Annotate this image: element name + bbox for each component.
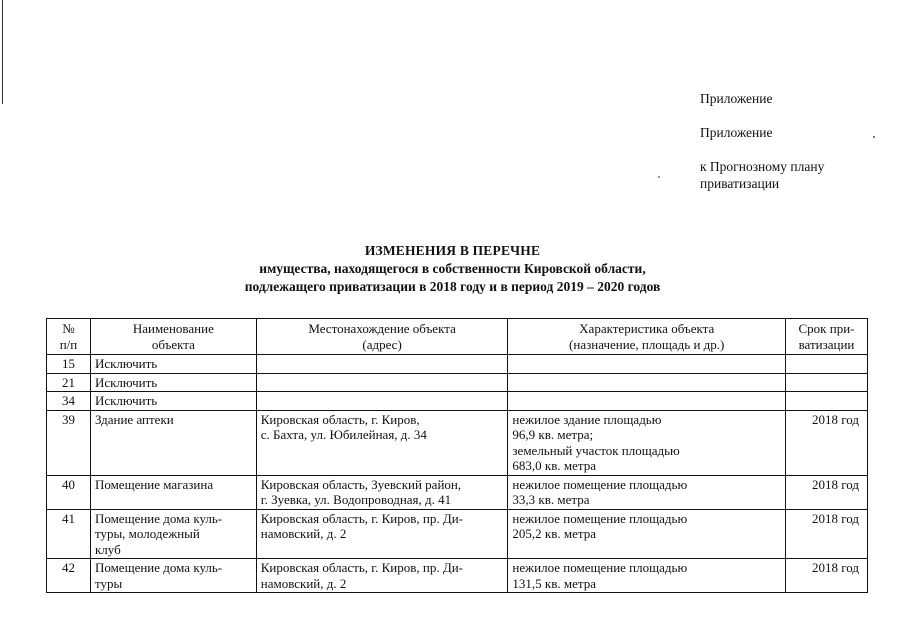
cell-term xyxy=(786,373,868,392)
cell-address xyxy=(256,559,508,593)
cell-object-name xyxy=(90,410,256,475)
cell-address-line: намовский, д. 2 xyxy=(260,575,347,591)
cell-object-name-line: туры xyxy=(94,575,123,591)
cell-address xyxy=(256,373,508,392)
header-line: ватизации xyxy=(798,336,855,352)
cell-address xyxy=(256,392,508,411)
header-line: № xyxy=(62,321,75,336)
cell-description xyxy=(508,355,786,374)
cell-description xyxy=(508,373,786,392)
cell-object-name xyxy=(90,475,256,509)
header-term xyxy=(786,319,868,355)
cell-term: 2018 год xyxy=(786,509,868,559)
cell-object-name-line: клуб xyxy=(94,541,121,557)
document-title xyxy=(0,242,905,296)
cell-description xyxy=(508,410,786,475)
scan-margin-line xyxy=(2,0,3,104)
appendix-label: Приложение xyxy=(700,91,773,106)
cell-object-name xyxy=(90,355,256,374)
cell-address-line: намовский, д. 2 xyxy=(260,526,347,541)
header-line: (назначение, площадь и др.) xyxy=(569,336,725,352)
cell-number: 21 xyxy=(47,373,91,392)
cell-number: 40 xyxy=(47,475,91,509)
cell-address-line: Кировская область, Зуевский район, xyxy=(260,476,462,492)
header-line: п/п xyxy=(59,336,78,352)
cell-address-line: Кировская область, г. Киров, пр. Ди- xyxy=(260,560,463,575)
appendix-reference-line: приватизации xyxy=(700,176,780,191)
cell-description xyxy=(508,559,786,593)
table-row xyxy=(47,355,868,374)
table-row xyxy=(47,392,868,411)
cell-object-name xyxy=(90,392,256,411)
cell-term: 2018 год xyxy=(786,559,868,593)
privatization-changes-table xyxy=(46,318,868,593)
cell-address-line: г. Зуевка, ул. Водопроводная, д. 41 xyxy=(260,492,452,507)
cell-description-line: нежилое помещение площадью xyxy=(512,560,688,575)
cell-term: 2018 год xyxy=(786,410,868,475)
header-description xyxy=(508,319,786,355)
cell-address-line: Кировская область, г. Киров, xyxy=(260,411,420,427)
header-line: Наименование xyxy=(132,321,214,336)
cell-object-name-line: туры, молодежный xyxy=(94,526,200,541)
header-line: (адрес) xyxy=(362,336,402,352)
appendix-label-repeat: Приложение xyxy=(700,125,773,140)
cell-description xyxy=(508,509,786,559)
cell-object-name-line: Исключить xyxy=(94,356,158,371)
cell-object-name xyxy=(90,373,256,392)
cell-description-line: 33,3 кв. метра xyxy=(512,492,590,507)
table-row xyxy=(47,475,868,509)
header-line: Характеристика объекта xyxy=(579,321,715,336)
title-heading: ИЗМЕНЕНИЯ В ПЕРЕЧНЕ xyxy=(364,243,541,258)
cell-object-name xyxy=(90,559,256,593)
header-line: объекта xyxy=(151,336,195,352)
cell-object-name-line: Здание аптеки xyxy=(94,411,174,427)
title-subtitle-line: имущества, находящегося в собственности Кировской области, xyxy=(259,261,646,276)
cell-address xyxy=(256,410,508,475)
table-row xyxy=(47,410,868,475)
cell-address xyxy=(256,355,508,374)
table-row xyxy=(47,559,868,593)
cell-address xyxy=(256,509,508,559)
appendix-reference xyxy=(700,158,880,192)
cell-object-name-line: Помещение дома куль- xyxy=(94,510,223,526)
table-body xyxy=(47,355,868,593)
cell-description-line: земельный участок площадью xyxy=(512,442,680,458)
cell-description-line: нежилое помещение площадью xyxy=(512,510,688,526)
table-row xyxy=(47,509,868,559)
cell-number: 15 xyxy=(47,355,91,374)
table-header-row xyxy=(47,319,868,355)
cell-description-line: нежилое помещение площадью xyxy=(512,476,688,492)
cell-term xyxy=(786,355,868,374)
cell-term: 2018 год xyxy=(786,475,868,509)
cell-number: 41 xyxy=(47,509,91,559)
cell-object-name xyxy=(90,509,256,559)
cell-number: 42 xyxy=(47,559,91,593)
cell-address xyxy=(256,475,508,509)
header-line: Местонахождение объекта xyxy=(308,321,456,336)
table-row xyxy=(47,373,868,392)
cell-description-line: нежилое здание площадью xyxy=(512,411,662,427)
cell-object-name-line: Помещение дома куль- xyxy=(94,560,223,575)
cell-description xyxy=(508,392,786,411)
header-number xyxy=(47,319,91,355)
cell-description-line: 96,9 кв. метра; xyxy=(512,427,594,442)
cell-object-name-line: Исключить xyxy=(94,393,158,408)
title-subtitle-line: подлежащего приватизации в 2018 году и в период 2019 – 2020 годов xyxy=(244,279,661,294)
cell-address-line: Кировская область, г. Киров, пр. Ди- xyxy=(260,510,463,526)
cell-term xyxy=(786,392,868,411)
cell-address-line: с. Бахта, ул. Юбилейная, д. 34 xyxy=(260,427,427,442)
cell-description-line: 205,2 кв. метра xyxy=(512,526,596,541)
scan-speck xyxy=(658,176,660,178)
cell-description xyxy=(508,475,786,509)
header-address xyxy=(256,319,508,355)
header-object-name xyxy=(90,319,256,355)
appendix-reference-line: к Прогнозному плану xyxy=(700,159,825,174)
cell-object-name-line: Помещение магазина xyxy=(94,476,214,492)
cell-number: 34 xyxy=(47,392,91,411)
cell-object-name-line: Исключить xyxy=(94,374,158,390)
header-line: Срок при- xyxy=(798,321,855,336)
cell-description-line: 683,0 кв. метра xyxy=(512,458,596,473)
cell-number: 39 xyxy=(47,410,91,475)
scan-speck xyxy=(873,136,875,138)
cell-description-line: 131,5 кв. метра xyxy=(512,575,596,591)
